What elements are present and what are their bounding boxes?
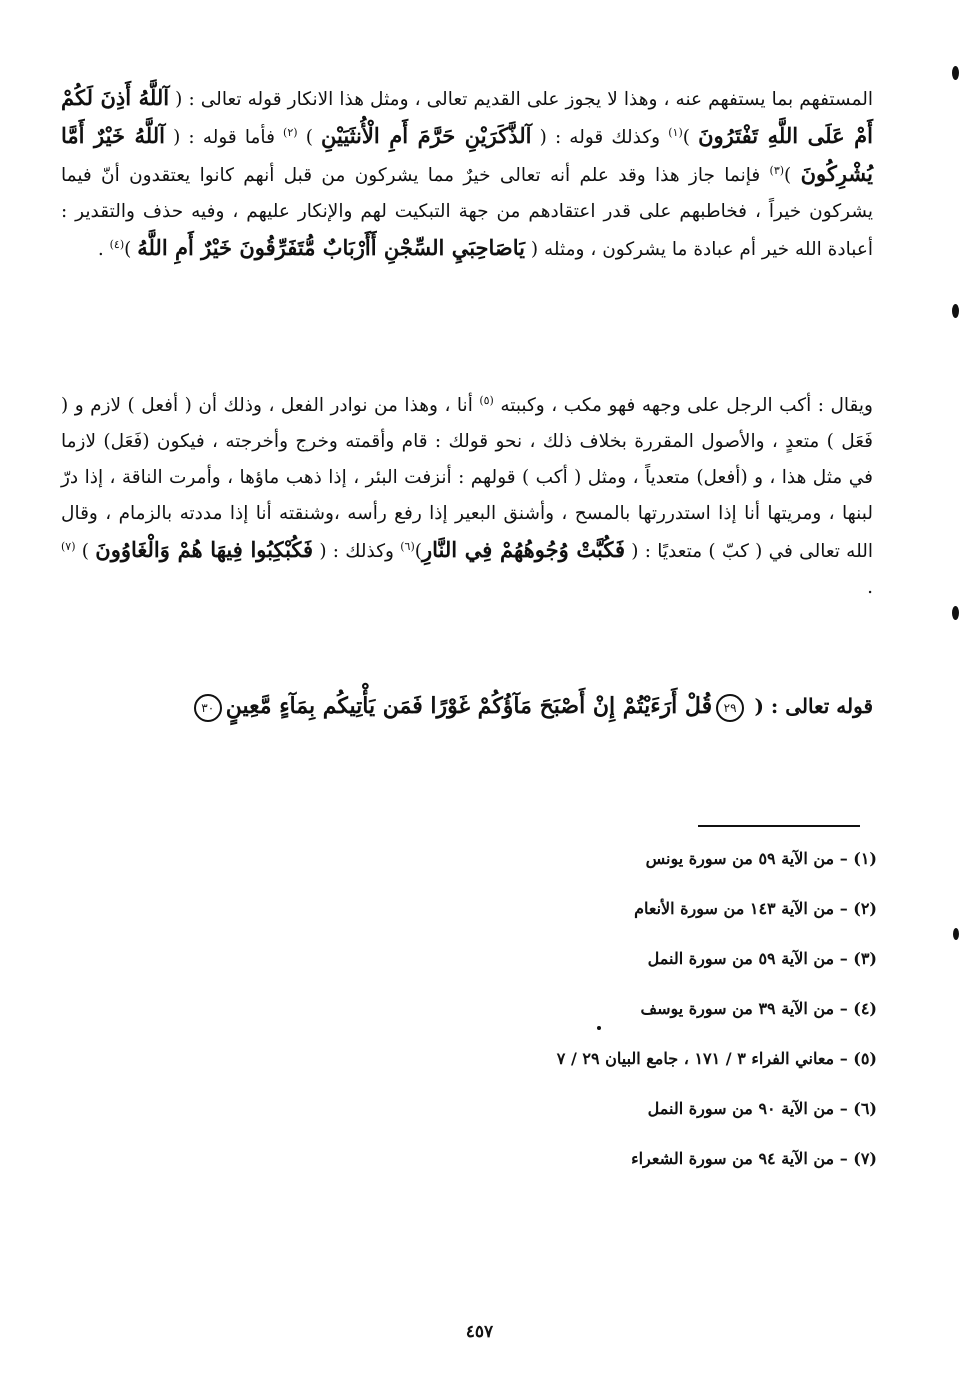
footnote-ref-6[interactable]: (٦) <box>400 539 415 553</box>
text-span: ) <box>297 127 322 148</box>
footnote-ref-1[interactable]: (١) <box>668 125 683 139</box>
page-number: ٤٥٧ <box>465 1322 494 1342</box>
footnote-ref-4[interactable]: (٤) <box>109 237 125 251</box>
text-span: ويقال : أكب الرجل على وجهه فهو مكب ، وكببته <box>493 395 873 416</box>
text-span: وكذلك : ( <box>313 541 401 562</box>
quran-quote: فَكُبْكِبُوا فِيهَا هُمْ وَالْغَاوُونَ <box>95 537 314 562</box>
footnote-ref-3[interactable]: (٣) <box>769 163 785 177</box>
scan-mark <box>952 304 959 318</box>
footnote-ref-2[interactable]: (٢) <box>283 125 298 139</box>
scan-mark <box>952 66 959 80</box>
paragraph-2 <box>61 388 873 606</box>
footnote-separator <box>698 825 860 827</box>
text-span: وكذلك قوله : ( <box>531 127 669 148</box>
text-span: ) <box>75 541 96 562</box>
verse-heading <box>190 686 873 726</box>
text-span: . <box>867 577 873 598</box>
scan-mark <box>953 928 959 940</box>
text-span: أنا ، وهذا من نوادر الفعل ، وذلك أن ( أفعل ) لازم و ( فَعَل ) متعدٍ ، والأصول المقررة بخلاف ذلك ، نحو قولك : قام وأقمته وخرج وأخرجته ، فيكون (فَعَل) لازما في مثل هذا ، و (أفعل) متعدياً ، ومثل ( أكب ) قولهم : أنزفت البئر ، إذا ذهب ماؤها ، وأمرت الناقة ، إذا درّ لبنها ، ومريتها أنا إذا استدررتها بالمسح ، وأشنق البعير إذا رفع رأسه ،وشنقته أنا إذا مددته بالزمام ، وقال الله تعالى في ( كبّ ) متعديًا : ( <box>61 395 874 562</box>
footnote-item: (٢) – من الآية ١٤٣ من سورة الأنعام <box>634 899 877 918</box>
footnote-item: (٤) – من الآية ٣٩ من سورة يوسف <box>640 999 877 1018</box>
quran-quote: فَكُبَّتْ وُجُوهُهُمْ فِي النَّارِ <box>421 537 626 562</box>
footnote-item: (٦) – من الآية ٩٠ من سورة النمل <box>647 1099 877 1118</box>
scan-mark <box>952 606 959 620</box>
text-span: المستفهم بما يستفهم عنه ، وهذا لا يجوز على القديم تعالى ، ومثل هذا الانكار قوله تعالى : ( <box>169 89 873 110</box>
text-span: ) <box>784 165 801 186</box>
text-span: . <box>97 239 110 260</box>
footnotes-list <box>377 842 877 1192</box>
quran-quote: يَاصَاحِبَيِ السِّجْنِ أَأَرْبَابٌ مُّتَفَرِّقُونَ خَيْرٌ أَمِ اللَّهُ <box>137 235 526 260</box>
scan-mark <box>597 1026 601 1030</box>
paragraph-1 <box>61 80 873 268</box>
quran-quote: آلذَّكَرَيْنِ حَرَّمَ أَمِ الْأُنثَيَيْنِ <box>321 123 532 148</box>
verse-lead: قوله تعالى : ( <box>754 694 873 718</box>
quran-quote: آللَّهُ أَذِنَ لَكُمْ أَمْ عَلَى اللَّهِ تَفْتَرُونَ <box>61 85 873 148</box>
text-span: فأما قوله : ( <box>164 127 284 148</box>
footnote-item: (٣) – من الآية ٥٩ من سورة النمل <box>647 949 877 968</box>
ayah-number-marker: ٣٠ <box>194 694 222 722</box>
text-span: فإنما جاز هذا وقد علم أنه تعالى خيرٌ مما يشركون من قبل أنهم كانوا يعتقدون أنّ فيما يشركون خيراً ، فخاطبهم على قدر اعتقادهم من جهة التبكيت لهم والإنكار عليهم ، وفيه حذف والتقدير : أعبادة الله خير أم عبادة ما يشركون ، ومثله ( <box>61 165 873 260</box>
verse-text: قُلْ أَرَءَيْتُمْ إِنْ أَصْبَحَ مَآؤُكُمْ غَوْرًا فَمَن يَأْتِيكُم بِمَآءٍ مَّعِينٍ <box>225 693 713 719</box>
quran-quote: آللَّهُ خَيْرٌ أَمَّا يُشْرِكُونَ <box>61 123 873 186</box>
footnote-item: (١) – من الآية ٥٩ من سورة يونس <box>645 849 877 868</box>
text-span: ) <box>682 127 699 148</box>
footnote-item: (٥) – معاني الفراء ٣ / ١٧١ ، جامع البيان ٢٩ / ٧ <box>556 1049 877 1068</box>
footnote-item: (٧) – من الآية ٩٤ من سورة الشعراء <box>631 1149 877 1168</box>
text-span: ) <box>414 541 422 562</box>
footnote-ref-5[interactable]: (٥) <box>479 393 494 407</box>
footnote-ref-7[interactable]: (٧) <box>61 539 76 553</box>
ayah-number-marker: ٢٩ <box>716 694 744 722</box>
text-span: ) <box>124 239 138 260</box>
